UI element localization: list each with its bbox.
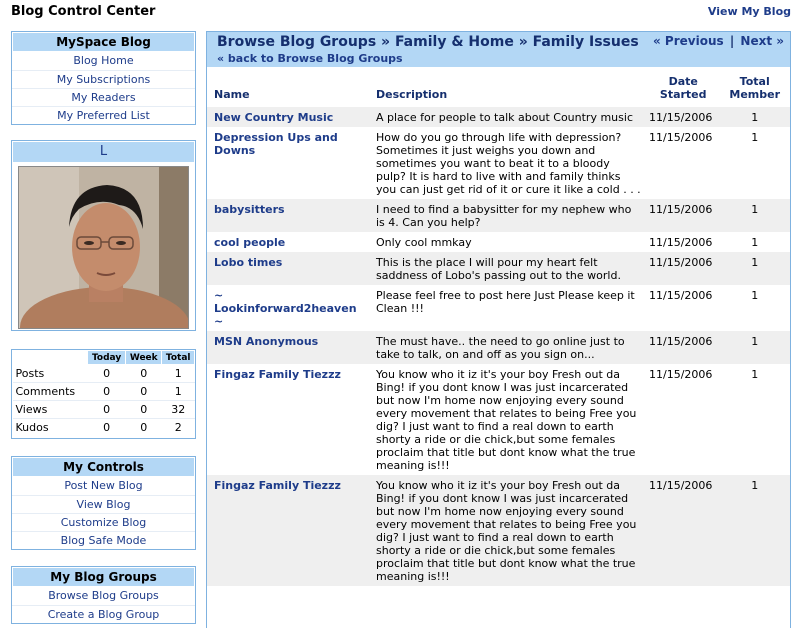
group-description: How do you go through life with depression? Sometimes it just weighs you down and sometimes you want to beat it to a bloody pulp? It is hard to live with and family thinks you can just get rid of it or cure it like a cold . . . bbox=[376, 131, 641, 196]
group-members: 1 bbox=[716, 252, 790, 285]
group-name-link[interactable]: Lobo times bbox=[207, 252, 369, 285]
group-name-link[interactable]: MSN Anonymous bbox=[207, 331, 369, 364]
group-members: 1 bbox=[716, 199, 790, 232]
stats-value: 32 bbox=[162, 401, 195, 419]
stats-value: 0 bbox=[126, 401, 162, 419]
view-my-blog-link[interactable]: View My Blog bbox=[707, 5, 791, 18]
group-date: 11/15/2006 bbox=[647, 107, 716, 127]
group-description: I need to find a babysitter for my nephew who is 4. Can you help? bbox=[369, 199, 647, 232]
my-controls-panel bbox=[11, 456, 196, 550]
table-row bbox=[207, 252, 790, 285]
stats-value: 2 bbox=[162, 419, 195, 437]
stats-value: 1 bbox=[162, 365, 195, 383]
group-name-link[interactable]: Fingaz Family Tiezzz bbox=[214, 368, 341, 381]
back-to-browse-link[interactable]: « back to Browse Blog Groups bbox=[217, 52, 403, 65]
group-members: 1 bbox=[716, 331, 790, 364]
profile-panel bbox=[11, 140, 196, 331]
blog-home-link[interactable]: Blog Home bbox=[73, 54, 134, 67]
myspace-blog-panel bbox=[11, 31, 196, 125]
group-name-link[interactable]: ~ Lookinforward2heaven ~ bbox=[214, 289, 357, 328]
stats-row-posts bbox=[13, 365, 195, 383]
table-row bbox=[207, 107, 790, 127]
myspace-blog-heading: MySpace Blog bbox=[13, 33, 194, 51]
group-name-link[interactable]: babysitters bbox=[207, 199, 369, 232]
create-blog-group-link[interactable]: Create a Blog Group bbox=[12, 605, 195, 623]
group-members: 1 bbox=[751, 368, 759, 381]
profile-photo[interactable] bbox=[18, 166, 189, 329]
column-header-members: Total Member bbox=[729, 75, 781, 101]
group-description: This is the place I will pour my heart felt saddness of Lobo's passing out to the world. bbox=[369, 252, 647, 285]
profile-photo-image bbox=[19, 167, 189, 329]
group-date: 11/15/2006 bbox=[649, 236, 713, 249]
pager bbox=[653, 34, 784, 48]
group-date: 11/15/2006 bbox=[649, 368, 713, 381]
breadcrumb: Browse Blog Groups » Family & Home » Family Issues bbox=[217, 34, 639, 50]
table-row bbox=[207, 285, 790, 331]
group-name-link[interactable]: Fingaz Family Tiezzz bbox=[207, 475, 369, 586]
stats-value: 0 bbox=[88, 401, 126, 419]
stats-label: Kudos bbox=[13, 419, 88, 437]
stats-label: Comments bbox=[13, 383, 88, 401]
my-readers-link[interactable]: My Readers bbox=[12, 88, 195, 106]
group-name-link[interactable]: Depression Ups and Downs bbox=[214, 131, 338, 157]
stats-row-comments bbox=[13, 383, 195, 401]
group-name-link[interactable]: New Country Music bbox=[207, 107, 369, 127]
stats-row-kudos bbox=[13, 419, 195, 437]
customize-blog-link[interactable]: Customize Blog bbox=[12, 513, 195, 531]
page-title: Blog Control Center bbox=[11, 4, 156, 19]
table-row bbox=[207, 199, 790, 232]
column-header-description: Description bbox=[376, 88, 448, 101]
stats-value: 0 bbox=[126, 365, 162, 383]
table-row bbox=[207, 364, 790, 475]
blog-groups-panel bbox=[206, 31, 791, 628]
group-date: 11/15/2006 bbox=[647, 252, 716, 285]
pager-separator: | bbox=[729, 34, 735, 48]
group-date: 11/15/2006 bbox=[647, 199, 716, 232]
group-members: 1 bbox=[751, 236, 759, 249]
stats-value: 0 bbox=[88, 383, 126, 401]
group-date: 11/15/2006 bbox=[647, 331, 716, 364]
next-link[interactable]: Next » bbox=[740, 34, 784, 48]
group-members: 1 bbox=[716, 475, 790, 586]
table-row bbox=[207, 232, 790, 252]
my-subscriptions-link[interactable]: My Subscriptions bbox=[12, 70, 195, 88]
stats-value: 0 bbox=[88, 365, 126, 383]
profile-name[interactable]: L bbox=[13, 142, 194, 162]
group-name-link[interactable]: cool people bbox=[214, 236, 286, 249]
stats-header-today: Today bbox=[88, 351, 126, 365]
column-header-name: Name bbox=[214, 88, 250, 101]
group-members: 1 bbox=[751, 289, 759, 302]
group-description: Please feel free to post here Just Please keep it Clean !!! bbox=[376, 289, 635, 315]
blog-safe-mode-link[interactable]: Blog Safe Mode bbox=[12, 531, 195, 549]
stats-header-week: Week bbox=[126, 351, 162, 365]
previous-link[interactable]: « Previous bbox=[652, 34, 724, 48]
group-members: 1 bbox=[751, 131, 759, 144]
stats-label: Views bbox=[13, 401, 88, 419]
table-row bbox=[207, 127, 790, 199]
table-row bbox=[207, 331, 790, 364]
group-description: Only cool mmkay bbox=[376, 236, 472, 249]
stats-value: 1 bbox=[162, 383, 195, 401]
my-blog-groups-heading: My Blog Groups bbox=[13, 568, 194, 586]
group-members: 1 bbox=[716, 107, 790, 127]
stats-value: 0 bbox=[126, 419, 162, 437]
my-controls-heading: My Controls bbox=[13, 458, 194, 476]
view-blog-link[interactable]: View Blog bbox=[12, 495, 195, 513]
group-date: 11/15/2006 bbox=[649, 131, 713, 144]
blog-groups-header bbox=[207, 32, 790, 67]
post-new-blog-link[interactable]: Post New Blog bbox=[64, 479, 143, 492]
table-row bbox=[207, 475, 790, 586]
groups-table bbox=[207, 67, 790, 586]
group-date: 11/15/2006 bbox=[649, 289, 713, 302]
my-blog-groups-panel bbox=[11, 566, 196, 624]
group-description: You know who it iz it's your boy Fresh out da Bing! if you dont know I was just incarcerated but now I'm home now enjoying every sound every movement that relates to being Free you dig? I just want to find a real down to earth shorty a ride or die chick,but some females proclaim that title but dont know what the true meaning is!!! bbox=[369, 475, 647, 586]
stats-header-total: Total bbox=[162, 351, 195, 365]
browse-blog-groups-link[interactable]: Browse Blog Groups bbox=[48, 589, 159, 602]
stats-value: 0 bbox=[126, 383, 162, 401]
group-description: The must have.. the need to go online just to take to talk, on and off as you sign on... bbox=[369, 331, 647, 364]
blog-stats-table bbox=[12, 350, 195, 437]
my-preferred-list-link[interactable]: My Preferred List bbox=[12, 106, 195, 124]
column-header-date: Date Started bbox=[659, 75, 707, 101]
group-description: A place for people to talk about Country music bbox=[369, 107, 647, 127]
group-date: 11/15/2006 bbox=[647, 475, 716, 586]
stats-row-views bbox=[13, 401, 195, 419]
blog-stats-panel bbox=[11, 349, 196, 439]
stats-value: 0 bbox=[88, 419, 126, 437]
group-description: You know who it iz it's your boy Fresh out da Bing! if you dont know I was just incarcerated but now I'm home now enjoying every sound every movement that relates to being Free you dig? I just want to find a real down to earth shorty a ride or die chick,but some females proclaim that title but dont know what the true meaning is!!! bbox=[376, 368, 637, 472]
stats-label: Posts bbox=[13, 365, 88, 383]
